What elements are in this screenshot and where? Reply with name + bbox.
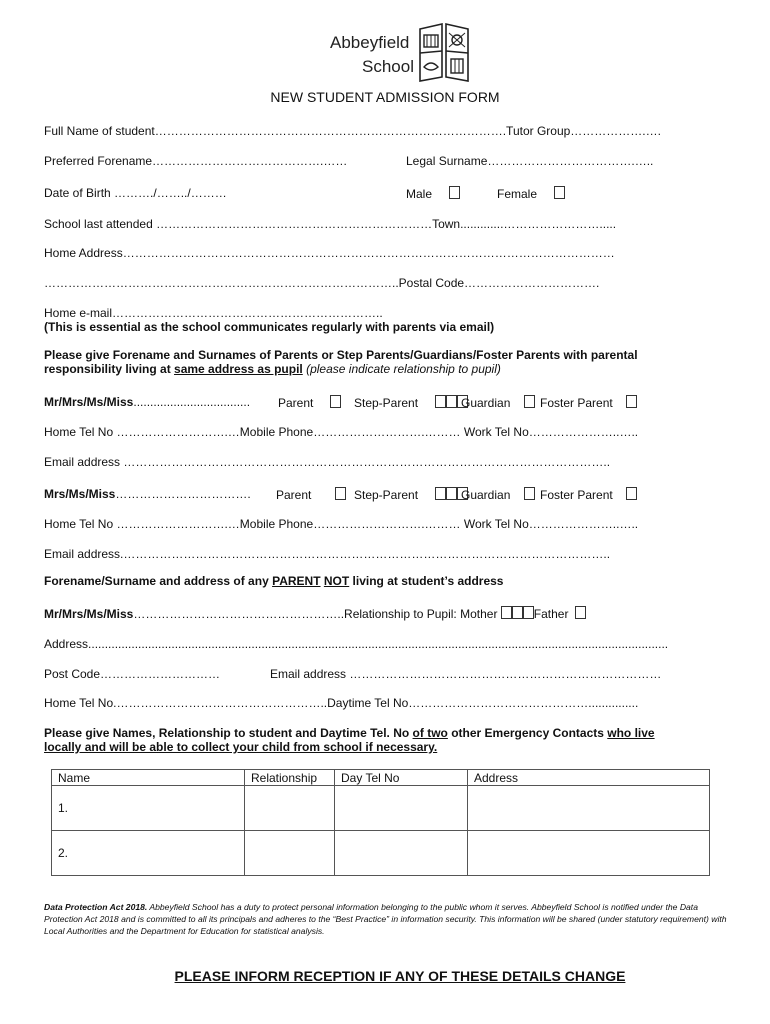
checkbox[interactable] [335,487,346,500]
parent2-foster-option[interactable]: Foster Parent [540,487,637,502]
parent1-tel-fields[interactable]: Home Tel No ……………………….…Mobile Phone……………………….……… Work Tel No…………………..….. [44,425,639,439]
contact1-name-cell[interactable]: 1. [52,786,245,831]
absent-parent-heading: Forename/Surname and address of any PARENT NOT living at student’s address [44,574,504,588]
parent1-parent-option[interactable]: Parent [278,395,341,410]
footer-notice: PLEASE INFORM RECEPTION IF ANY OF THESE DETAILS CHANGE [174,968,626,984]
contact1-tel-cell[interactable] [335,786,468,831]
school-name-line1: Abbeyfield [330,33,410,52]
contact2-address-cell[interactable] [468,831,710,876]
parent2-guardian-option[interactable]: Guardian [461,487,535,502]
postal-code-field[interactable]: ……………………………………………………………………………..Postal Code……………………………. [44,276,600,290]
emergency-intro-line1: Please give Names, Relationship to student and Daytime Tel. No of two other Emergency Contacts who live [44,726,655,740]
checkbox[interactable] [523,606,534,619]
female-checkbox[interactable] [554,186,565,199]
checkbox[interactable] [626,487,637,500]
contact2-name-cell[interactable]: 2. [52,831,245,876]
parent2-parent-option[interactable]: Parent [276,487,346,502]
data-protection-text: Abbeyfield School has a duty to protect personal information belonging to the public whom it serves. Abbeyfield School is notified under the Data Protection Act 2018 and is committed to all its principals and adheres to the “Best Practice” in information security. This information will be shared (under statutory requirement) with Local Authorities and the Department for Education for statistical analysis. [44,902,727,936]
preferred-forename-field[interactable]: Preferred Forename…………………………………….…… [44,154,348,168]
parents-intro-line2: responsibility living at same address as pupil (please indicate relationship to pupil) [44,362,501,376]
checkbox[interactable] [512,606,523,619]
male-label: Male [406,187,433,201]
checkbox[interactable] [435,395,446,408]
checkbox[interactable] [330,395,341,408]
parent2-step-parent-option[interactable]: Step-Parent [354,487,468,502]
emergency-contacts-table [51,769,710,876]
table-header-row [52,770,710,786]
data-protection-title: Data Protection Act 2018. [44,902,148,912]
email-note: (This is essential as the school communicates regularly with parents via email) [44,320,495,334]
parent1-step-parent-option[interactable]: Step-Parent [354,395,468,410]
contact2-relationship-cell[interactable] [245,831,335,876]
checkbox[interactable] [524,395,535,408]
contact2-tel-cell[interactable] [335,831,468,876]
date-of-birth-field[interactable]: Date of Birth ………./……../……… [44,186,227,200]
table-row [52,831,710,876]
table-row [52,786,710,831]
school-name-line2: School [362,57,414,76]
home-email-field[interactable]: Home e-mail………………………………………………………….. [44,306,383,320]
absent-parent-post-code-field[interactable]: Post Code………………………… [44,667,221,681]
column-header-name: Name [52,770,245,786]
emergency-intro-line2: locally and will be able to collect your child from school if necessary. [44,740,438,754]
data-protection-notice [44,901,734,937]
absent-parent-email-field[interactable]: Email address …………………………………………………………………… [270,667,662,681]
checkbox[interactable] [446,487,457,500]
full-name-field[interactable]: Full Name of student…………………………………………………………………………….Tutor Group……………….…. [44,124,661,138]
parents-intro-line1: Please give Forename and Surnames of Parents or Step Parents/Guardians/Foster Parents with parental [44,348,638,362]
father-checkbox[interactable] [575,606,586,619]
column-header-day-tel: Day Tel No [335,770,468,786]
absent-parent-name-field[interactable]: Mr/Mrs/Ms/Miss……………………………………………..Relationship to Pupil: Mother Father [44,606,586,621]
school-last-attended-field[interactable]: School last attended ……………………………………………………………Town.............……………………..... [44,217,617,231]
mother-checkbox[interactable] [501,606,512,619]
checkbox[interactable] [435,487,446,500]
female-label: Female [497,187,538,201]
male-checkbox[interactable] [449,186,460,199]
male-option[interactable] [406,186,460,201]
absent-parent-tel-fields[interactable]: Home Tel No.……………………………………………..Daytime Tel No………………………………………............... [44,696,639,710]
parent1-email-field[interactable]: Email address ………………………………………………………………………………………………………….. [44,455,611,469]
parent2-email-field[interactable]: Email address.………………………………………………………………………………………………………….. [44,547,611,561]
parent1-foster-option[interactable]: Foster Parent [540,395,637,410]
checkbox[interactable] [626,395,637,408]
parent2-tel-fields[interactable]: Home Tel No ……………………….…Mobile Phone……………………….……… Work Tel No…………………..….. [44,517,639,531]
parent1-guardian-option[interactable]: Guardian [461,395,535,410]
column-header-relationship: Relationship [245,770,335,786]
checkbox[interactable] [446,395,457,408]
absent-parent-address-field[interactable]: Address.............................................................................................................................................................................. [44,637,669,651]
parent2-name-field[interactable]: Mrs/Ms/Miss……………………………. [44,487,251,501]
checkbox[interactable] [524,487,535,500]
column-header-address: Address [468,770,710,786]
contact1-address-cell[interactable] [468,786,710,831]
female-option[interactable] [497,186,565,201]
home-address-field[interactable]: Home Address…………………………………………………………………………………………………………… [44,246,615,260]
parent1-name-field[interactable]: Mr/Mrs/Ms/Miss................................... [44,395,251,409]
school-crest-icon [418,21,470,83]
legal-surname-field[interactable]: Legal Surname……………………………….….. [406,154,654,168]
form-title: NEW STUDENT ADMISSION FORM [270,89,500,105]
contact1-relationship-cell[interactable] [245,786,335,831]
